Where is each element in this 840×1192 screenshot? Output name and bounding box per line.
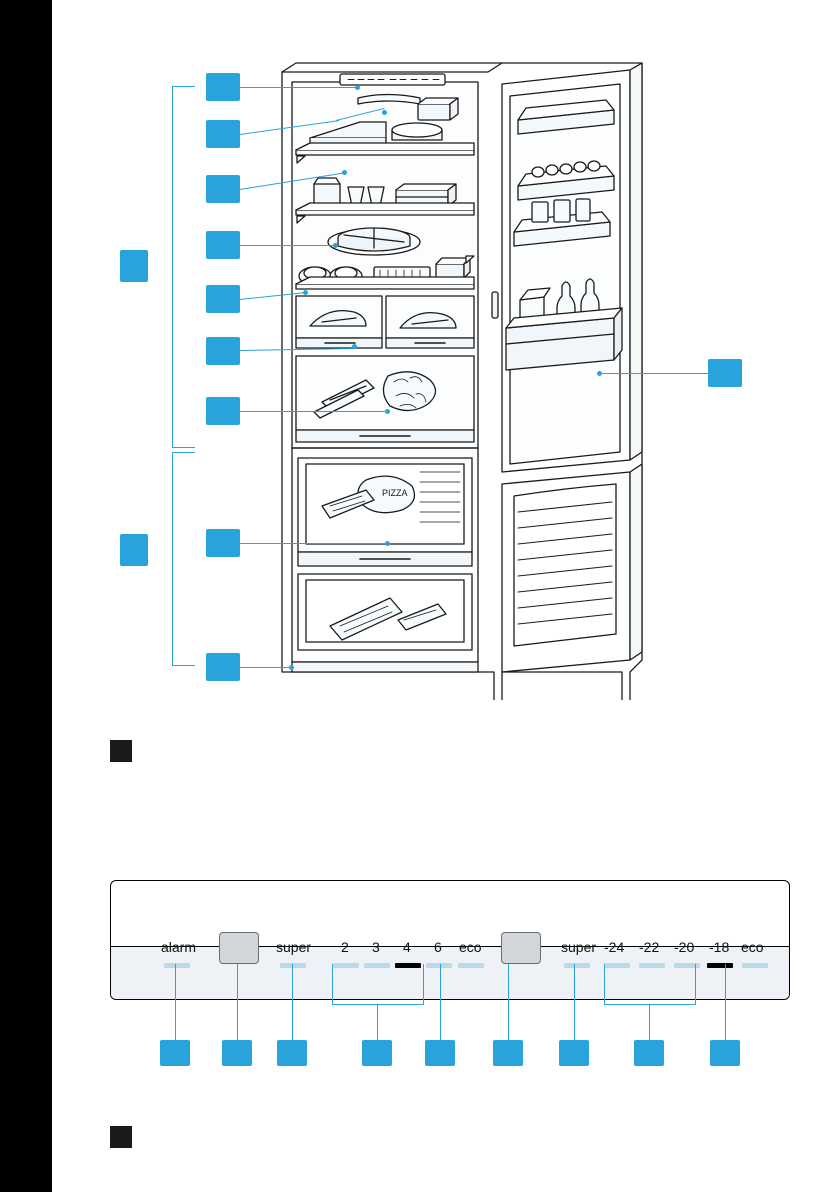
- leader-line-10: [600, 373, 710, 374]
- callout-10: [708, 359, 742, 387]
- panel-leader-1: [175, 964, 176, 1040]
- leader-line-4: [240, 245, 336, 246]
- bracket-fridge-group: [172, 86, 195, 448]
- callout-2: [206, 120, 240, 148]
- freezer-temp-22-label: -22: [639, 939, 660, 955]
- alarm-label: alarm: [161, 939, 197, 955]
- leader-dot-5: [303, 290, 308, 295]
- callout-6: [206, 337, 240, 365]
- fridge-temp-6-led: [426, 963, 452, 968]
- freezer-temp-18-led: [707, 963, 733, 968]
- panel-callout-7: [559, 1040, 589, 1066]
- callout-9: [206, 653, 240, 681]
- bracket-freezer-group: [172, 452, 195, 666]
- freezer-super-label: super: [561, 939, 597, 955]
- leader-dot-8: [385, 541, 390, 546]
- callout-3: [206, 175, 240, 203]
- freezer-temp-20-label: -20: [674, 939, 695, 955]
- leader-line-1: [240, 87, 358, 88]
- freezer-eco-label: eco: [741, 939, 764, 955]
- panel-bracket-fridge-temps: [332, 964, 424, 1005]
- fridge-super-label: super: [276, 939, 312, 955]
- fridge-temp-6-label: 6: [434, 939, 442, 955]
- callout-1: [206, 73, 240, 101]
- freezer-temp-18-label: -18: [709, 939, 730, 955]
- panel-leader-7: [574, 964, 575, 1040]
- leader-line-9: [240, 667, 292, 668]
- leader-dot-3: [342, 170, 347, 175]
- panel-leader-4: [377, 1004, 378, 1040]
- leader-dot-4: [333, 243, 338, 248]
- fridge-eco-label: eco: [459, 939, 482, 955]
- panel-leader-9: [725, 964, 726, 1040]
- fridge-temp-2-label: 2: [341, 939, 349, 955]
- panel-callout-4: [362, 1040, 392, 1066]
- group-marker-freezer: [120, 534, 148, 566]
- panel-leader-8: [649, 1004, 650, 1040]
- panel-leader-3: [292, 964, 293, 1040]
- panel-leader-5: [440, 964, 441, 1040]
- group-marker-fridge: [120, 250, 148, 282]
- panel-bracket-freezer-temps: [604, 964, 696, 1005]
- fridge-temp-4-label: 4: [403, 939, 411, 955]
- leader-dot-10: [597, 371, 602, 376]
- section-marker-bottom: [110, 1126, 132, 1148]
- panel-callout-3: [277, 1040, 307, 1066]
- freezer-temp-24-label: -24: [604, 939, 625, 955]
- leader-dot-1: [355, 85, 360, 90]
- leader-dot-2: [382, 110, 387, 115]
- callout-5: [206, 285, 240, 313]
- panel-callout-8: [634, 1040, 664, 1066]
- appliance-illustration: [270, 60, 670, 700]
- svg-text:PIZZA: PIZZA: [382, 488, 408, 498]
- leader-dot-7: [385, 409, 390, 414]
- callout-8: [206, 529, 240, 557]
- section-marker-top: [110, 740, 132, 762]
- leader-dot-9: [289, 665, 294, 670]
- callout-4: [206, 231, 240, 259]
- fridge-temp-3-label: 3: [372, 939, 380, 955]
- leader-dot-6: [352, 344, 357, 349]
- fridge-eco-led: [458, 963, 484, 968]
- leader-line-7: [240, 411, 388, 412]
- panel-leader-6: [508, 964, 509, 1040]
- panel-callout-5: [425, 1040, 455, 1066]
- freezer-eco-led: [742, 963, 768, 968]
- panel-leader-2: [237, 964, 238, 1040]
- callout-7: [206, 397, 240, 425]
- freezer-super-led: [564, 963, 590, 968]
- alarm-off-button[interactable]: [219, 932, 259, 964]
- panel-callout-9: [710, 1040, 740, 1066]
- leader-line-8: [240, 543, 388, 544]
- alarm-led: [164, 963, 190, 968]
- freezer-setting-button[interactable]: [501, 932, 541, 964]
- panel-callout-1: [160, 1040, 190, 1066]
- panel-callout-2: [222, 1040, 252, 1066]
- panel-callout-6: [493, 1040, 523, 1066]
- page-margin-bar: [0, 0, 52, 1192]
